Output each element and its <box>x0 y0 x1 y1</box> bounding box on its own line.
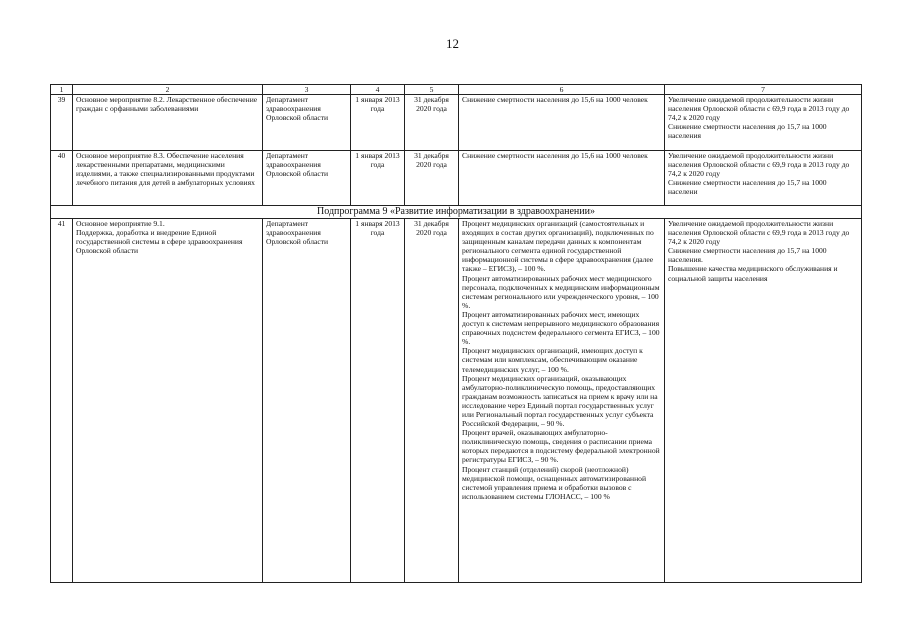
end-date-cell: 31 декабря 2020 года <box>405 151 459 206</box>
header-cell: 6 <box>459 85 665 95</box>
expected-result-cell: Снижение смертности населения до 15,6 на 1000 человек <box>459 151 665 206</box>
row-number: 40 <box>51 151 73 206</box>
table-row <box>51 95 862 151</box>
header-cell: 2 <box>73 85 263 95</box>
table-row <box>51 219 862 583</box>
end-date-cell: 31 декабря 2020 года <box>405 219 459 583</box>
indicator-link-cell: Увеличение ожидаемой продолжительности жизни населения Орловской области с 69,9 года в 2013 году до 74,2 к 2020 году Снижение смертности населения до 15,7 на 1000 населения. Повышение качества медицинского обслуживания и социальной защиты населения <box>665 219 862 583</box>
executor-cell: Департамент здравоохранения Орловской области <box>263 219 351 583</box>
end-date-cell: 31 декабря 2020 года <box>405 95 459 151</box>
subprogram-row <box>51 206 862 219</box>
subprogram-title: Подпрограмма 9 «Развитие информатизации в здравоохранении» <box>51 206 862 219</box>
executor-cell: Департамент здравоохранения Орловской области <box>263 151 351 206</box>
header-cell: 4 <box>351 85 405 95</box>
table-row <box>51 151 862 206</box>
expected-result-cell: Процент медицинских организаций (самостоятельных и входящих в состав других организаций), подключенных по защищенным каналам передачи данных к компонентам регионального сегмента единой государственной информационной системы в сфере здравоохранения (далее также – ЕГИСЗ), – 100 %. Процент автоматизированных рабочих мест медицинского персонала, подключенных к медицинским информационным системам регионального или учрежденческого уровня, – 100 %. Процент автоматизированных рабочих мест, имеющих доступ к системам непрерывного медицинского образования справочных подсистем федерального сегмента ЕГИСЗ, – 100 %. Процент медицинских организаций, имеющих доступ к системам или комплексам, обеспечивающим оказание телемедицинских услуг, – 100 %. Процент медицинских организаций, оказывающих амбулаторно-поликлиническую помощь, предоставляющих гражданам возможность записаться на прием к врачу или на исследование через Единый портал государственных услуг или Региональный портал государственных услуг субъекта Российской Федерации, – 90 %. Процент врачей, оказывающих амбулаторно-поликлиническую помощь, сведения о расписании приема которых передаются в подсистему федеральной электронной регистратуры ЕГИСЗ, – 90 %. Процент станций (отделений) скорой (неотложной) медицинской помощи, оснащенных автоматизированной системой управления приема и обработки вызовов с использованием системы ГЛОНАСС, – 100 % <box>459 219 665 583</box>
indicator-link-cell: Увеличение ожидаемой продолжительности жизни населения Орловской области с 69,9 года в 2013 году до 74,2 к 2020 году Снижение смертности населения до 15,7 на 1000 населения <box>665 95 862 151</box>
start-date-cell: 1 января 2013 года <box>351 95 405 151</box>
header-cell: 1 <box>51 85 73 95</box>
header-cell: 3 <box>263 85 351 95</box>
activity-cell: Основное мероприятие 8.3. Обеспечение населения лекарственными препаратами, медицинскими изделиями, а также специализированными продуктами лечебного питания для детей в амбулаторных условиях <box>73 151 263 206</box>
header-cell: 5 <box>405 85 459 95</box>
executor-cell: Департамент здравоохранения Орловской области <box>263 95 351 151</box>
table-header-row <box>51 85 862 95</box>
program-activities-table <box>50 84 862 583</box>
header-cell: 7 <box>665 85 862 95</box>
indicator-link-cell: Увеличение ожидаемой продолжительности жизни населения Орловской области с 69,9 года в 2013 году до 74,2 к 2020 году Снижение смертности населения до 15,7 на 1000 населени <box>665 151 862 206</box>
page-number: 12 <box>446 36 459 51</box>
row-number: 41 <box>51 219 73 583</box>
activity-cell: Основное мероприятие 8.2. Лекарственное обеспечение граждан с орфанными заболеваниями <box>73 95 263 151</box>
start-date-cell: 1 января 2013 года <box>351 151 405 206</box>
row-number: 39 <box>51 95 73 151</box>
start-date-cell: 1 января 2013 года <box>351 219 405 583</box>
activity-cell: Основное мероприятие 9.1. Поддержка, доработка и внедрение Единой государственной системы в сфере здравоохранения Орловской области <box>73 219 263 583</box>
expected-result-cell: Снижение смертности населения до 15,6 на 1000 человек <box>459 95 665 151</box>
